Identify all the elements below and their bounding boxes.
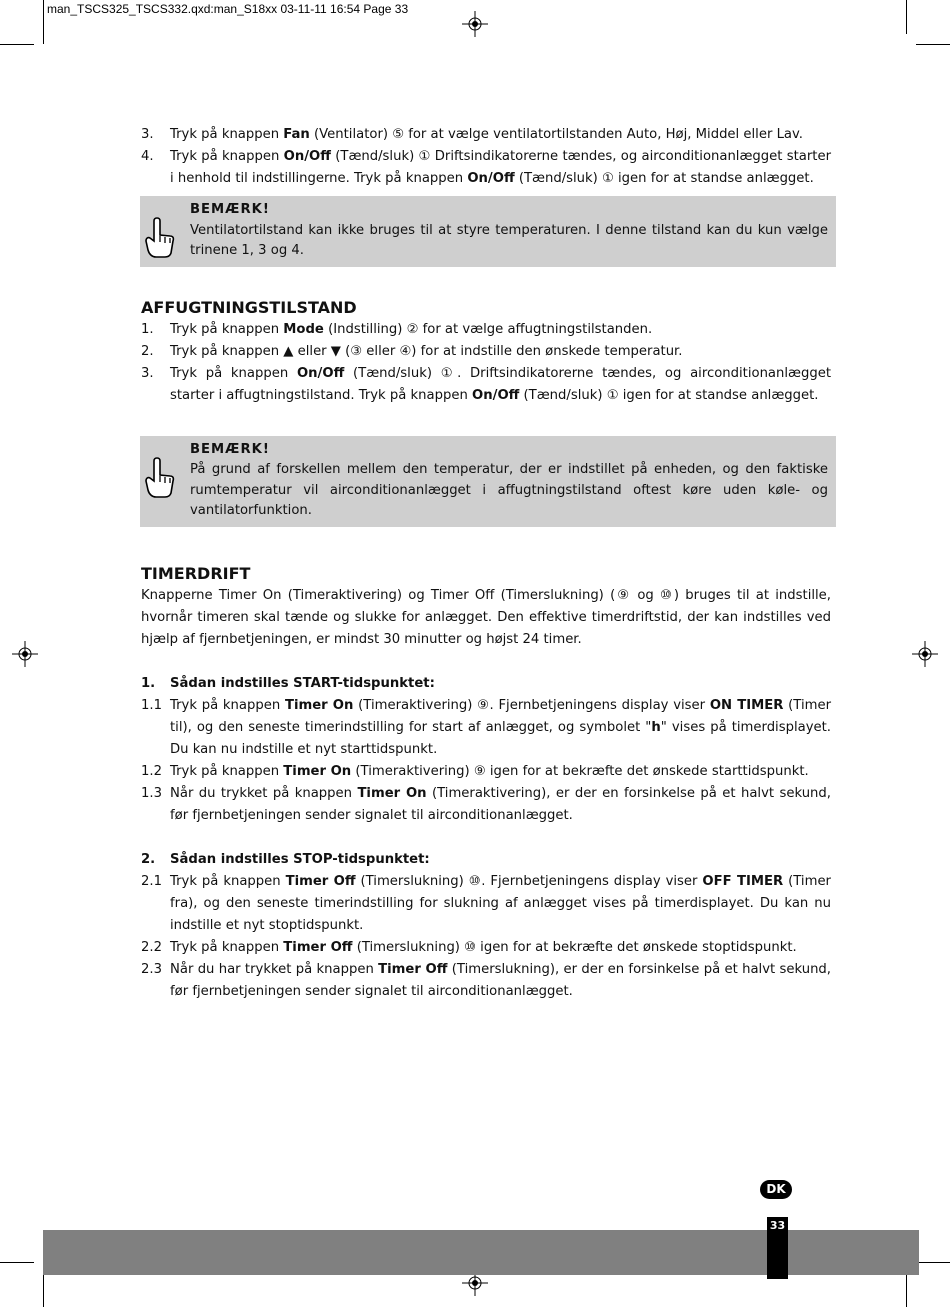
list-item xyxy=(141,341,831,363)
note-text: På grund af forskellen mellem den temperatur, der er indstillet på enheden, og den faktiske rumtemperatur vil airconditionanlægget i affugtningstilstand oftest køre uden køle- og vantilatorfunktion. xyxy=(190,462,828,518)
stop-steps-list xyxy=(141,871,831,1003)
step-number: 2.1 xyxy=(141,873,162,889)
subheading-number: 2. xyxy=(141,851,156,867)
bold-term: Timer On xyxy=(283,763,352,779)
list-item xyxy=(141,124,831,146)
step-number: 2.3 xyxy=(141,961,162,977)
page-content xyxy=(141,124,831,1003)
step-text: Når du har trykket på knappen Timer Off (Timerslukning), er der en forsinkelse på et halvt sekund, før fjernbetjeningen sender signalet til airconditionanlægget. xyxy=(170,961,831,999)
note-title: BEMÆRK! xyxy=(190,441,270,457)
note-box xyxy=(140,196,836,267)
step-text: Tryk på knappen On/Off (Tænd/sluk) ① Driftsindikatorerne tændes, og airconditionanlægget starter i henhold til indstillingerne. Tryk på knappen On/Off (Tænd/sluk) ① igen for at standse anlægget. xyxy=(170,149,831,186)
list-item xyxy=(141,146,831,190)
bold-term: OFF TIMER xyxy=(702,873,784,889)
page-number: 33 xyxy=(769,1219,786,1232)
step-number: 1. xyxy=(141,321,154,337)
section-heading-timer: TIMERDRIFT xyxy=(141,563,251,583)
registration-mark-icon xyxy=(12,641,38,667)
pointing-hand-icon xyxy=(144,456,176,498)
note-title: BEMÆRK! xyxy=(190,202,270,217)
bold-term: Timer On xyxy=(284,697,354,713)
registration-mark-icon xyxy=(462,11,488,37)
crop-mark xyxy=(0,1262,34,1263)
dehumid-steps-list xyxy=(141,319,831,407)
step-text: Tryk på knappen Timer Off (Timerslukning) ⑩. Fjernbetjeningens display viser OFF TIMER (Timer fra), og den seneste timerindstilling for slukning af anlægget vises på timerdisplayet. Du kan nu indstille et nyt stoptidspunkt. xyxy=(170,873,831,933)
bold-term: Timer Off xyxy=(285,873,356,889)
step-number: 2. xyxy=(141,343,154,359)
crop-mark xyxy=(916,44,950,45)
list-item xyxy=(141,319,831,341)
note-box xyxy=(140,436,836,527)
bold-term: Fan xyxy=(283,127,310,142)
start-steps-list xyxy=(141,695,831,827)
list-item xyxy=(141,761,831,783)
step-text: Tryk på knappen Mode (Indstilling) ② for at vælge affugtningstilstanden. xyxy=(170,321,653,337)
bold-term: h xyxy=(651,719,661,735)
bold-term: Timer On xyxy=(357,785,427,801)
step-number: 2.2 xyxy=(141,939,162,955)
step-number: 4. xyxy=(141,149,154,164)
section-heading-dehumidify: AFFUGTNINGSTILSTAND xyxy=(141,297,357,317)
crop-mark xyxy=(43,0,44,44)
step-number: 1.2 xyxy=(141,763,162,779)
list-item xyxy=(141,937,831,959)
list-item xyxy=(141,695,831,761)
step-number: 1.3 xyxy=(141,785,162,801)
list-item xyxy=(141,959,831,1003)
print-slug: man_TSCS325_TSCS332.qxd:man_S18xx 03-11-11 16:54 Page 33 xyxy=(47,2,409,16)
bold-term: On/Off xyxy=(467,171,515,186)
bold-term: ON TIMER xyxy=(709,697,784,713)
step-number: 1.1 xyxy=(141,697,162,713)
subheading-title: Sådan indstilles START-tidspunktet: xyxy=(170,675,435,691)
crop-mark xyxy=(0,44,34,45)
subheading-number: 1. xyxy=(141,675,156,691)
step-text: Tryk på knappen Timer On (Timeraktivering) ⑨. Fjernbetjeningens display viser ON TIMER (Timer til), og den seneste timerindstilling for start af anlægget, og symbolet "h" vises på timerdisplayet. Du kan nu indstille et nyt starttidspunkt. xyxy=(170,697,831,757)
step-text: Tryk på knappen ▲ eller ▼ (③ eller ④) for at indstille den ønskede temperatur. xyxy=(170,343,683,359)
note-text: Ventilatortilstand kan ikke bruges til at styre temperaturen. I denne tilstand kan du kun vælge trinene 1, 3 og 4. xyxy=(190,222,828,258)
registration-mark-icon xyxy=(912,641,938,667)
bold-term: On/Off xyxy=(296,365,345,381)
step-text: Tryk på knappen Fan (Ventilator) ⑤ for at vælge ventilatortilstanden Auto, Høj, Middel eller Lav. xyxy=(170,127,803,142)
step-text: Tryk på knappen Timer On (Timeraktivering) ⑨ igen for at bekræfte det ønskede starttidspunkt. xyxy=(170,763,809,779)
crop-mark xyxy=(43,1273,44,1307)
list-item xyxy=(141,783,831,827)
crop-mark xyxy=(906,1273,907,1307)
step-text: Tryk på knappen On/Off (Tænd/sluk) ①. Driftsindikatorerne tændes, og airconditionanlægget starter i affugtningstilstand. Tryk på knappen On/Off (Tænd/sluk) ① igen for at standse anlægget. xyxy=(170,365,832,403)
list-item xyxy=(141,871,831,937)
bold-term: On/Off xyxy=(472,387,520,403)
crop-mark xyxy=(916,1262,950,1263)
step-text: Tryk på knappen Timer Off (Timerslukning) ⑩ igen for at bekræfte det ønskede stoptidspunkt. xyxy=(170,939,797,955)
step-number: 3. xyxy=(141,365,154,381)
timer-intro: Knapperne Timer On (Timeraktivering) og Timer Off (Timerslukning) (⑨ og ⑩) bruges til at indstille, hvornår timeren skal tænde og slukke for anlægget. Den effektive timerdriftstid, der kan indstilles ved hjælp af fjernbetjeningen, er mindst 30 minutter og højst 24 timer. xyxy=(141,587,831,647)
crop-mark xyxy=(906,0,907,34)
bold-term: On/Off xyxy=(283,149,331,164)
step-number: 3. xyxy=(141,127,154,142)
subheading-title: Sådan indstilles STOP-tidspunktet: xyxy=(170,851,430,867)
bold-term: Timer Off xyxy=(283,939,353,955)
step-text: Når du trykket på knappen Timer On (Timeraktivering), er der en forsinkelse på et halvt sekund, før fjernbetjeningen sender signalet til airconditionanlægget. xyxy=(170,785,831,823)
bold-term: Mode xyxy=(283,321,324,337)
fan-steps-list xyxy=(141,124,831,190)
pointing-hand-icon xyxy=(144,216,176,258)
language-badge: DK xyxy=(760,1180,792,1199)
bold-term: Timer Off xyxy=(378,961,448,977)
list-item xyxy=(141,363,831,407)
stop-subheading xyxy=(141,849,831,871)
start-subheading xyxy=(141,673,831,695)
